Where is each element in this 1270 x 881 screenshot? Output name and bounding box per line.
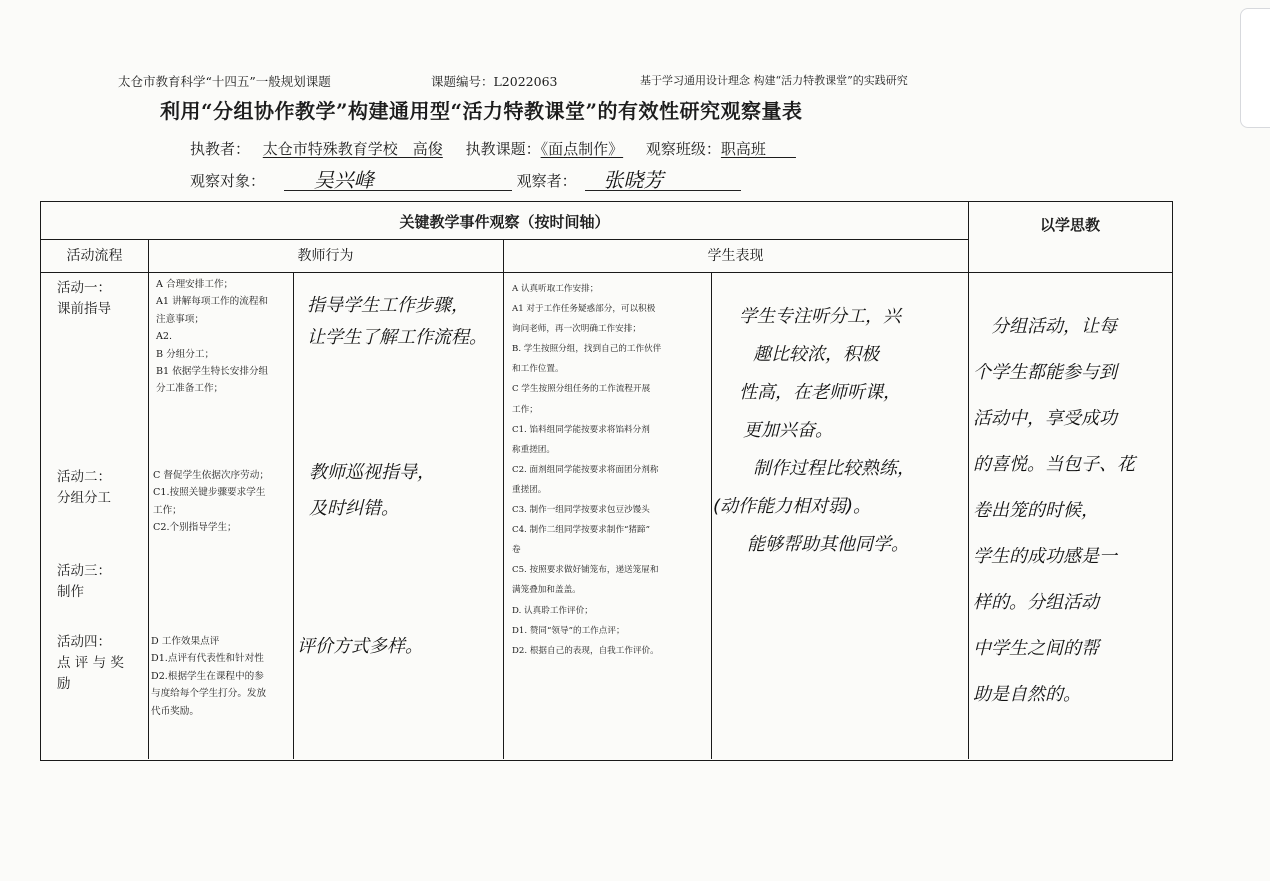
divider bbox=[711, 272, 712, 759]
activity-name: 制作 bbox=[57, 584, 84, 600]
text-line: 代币奖励。 bbox=[151, 705, 199, 717]
observer-field bbox=[585, 170, 741, 191]
handwritten-line: 活动中，享受成功 bbox=[973, 408, 1117, 429]
text-line: B. 学生按照分组，找到自己的工作伙伴 bbox=[512, 344, 662, 355]
text-line: D1.点评有代表性和针对性 bbox=[151, 653, 264, 665]
activity-1 bbox=[57, 278, 111, 320]
handwritten-line: (动作能力相对弱)。 bbox=[713, 496, 872, 517]
handwritten-line: 个学生都能参与到 bbox=[973, 362, 1117, 383]
student-plan bbox=[512, 279, 661, 661]
text-line: 询问老师，再一次明确工作安排； bbox=[512, 324, 641, 335]
divider bbox=[41, 272, 1172, 273]
meta-row-1 bbox=[190, 138, 796, 159]
side-panel-handle[interactable] bbox=[1240, 8, 1270, 128]
text-line: A1 对于工作任务疑惑部分，可以积极 bbox=[512, 304, 656, 315]
activity-4 bbox=[57, 632, 124, 695]
handwritten-line: 中学生之间的帮 bbox=[973, 638, 1099, 659]
text-line: D1. 赞同“领导”的工作点评； bbox=[512, 625, 625, 636]
meta-row-2 bbox=[190, 170, 741, 191]
activity-title: 活动三： bbox=[57, 563, 111, 579]
header-project: 太仓市教育科学“十四五”一般规划课题 bbox=[118, 74, 331, 89]
col-teacher-header: 教师行为 bbox=[297, 248, 354, 264]
text-line: C3. 制作一组同学按要求包豆沙馒头 bbox=[512, 505, 650, 516]
activity-2 bbox=[57, 467, 111, 509]
reflection-notes bbox=[973, 304, 1135, 718]
topic-value: 《面点制作》 bbox=[540, 140, 624, 158]
reflect-header: 以学思教 bbox=[1039, 216, 1100, 234]
text-line: A1 讲解每项工作的流程和 bbox=[156, 296, 269, 308]
text-line: C1.按照关键步骤要求学生 bbox=[153, 487, 266, 499]
text-line: 与度给每个学生打分。发放 bbox=[151, 688, 267, 700]
divider bbox=[968, 202, 969, 759]
activity-title: 活动一： bbox=[57, 280, 111, 296]
text-line: 工作； bbox=[153, 504, 182, 516]
text-line: C 督促学生依据次序劳动； bbox=[153, 470, 269, 481]
student-observation bbox=[713, 298, 915, 564]
handwritten-line: 样的。分组活动 bbox=[973, 592, 1099, 613]
text-line: B1 依据学生特长安排分组 bbox=[156, 366, 269, 378]
executor-value: 太仓市特殊教育学校 高俊 bbox=[262, 140, 443, 158]
divider bbox=[293, 272, 294, 759]
text-line: B 分组分工； bbox=[156, 348, 215, 360]
activity-name: 分组分工 bbox=[57, 490, 111, 506]
teacher-observation-3 bbox=[297, 628, 423, 665]
page-title: 利用“分组协作教学”构建通用型“活力特教课堂”的有效性研究观察量表 bbox=[160, 99, 803, 123]
handwritten-line: 让学生了解工作流程。 bbox=[307, 327, 487, 348]
text-line: D. 认真聆工作评价； bbox=[512, 605, 593, 616]
teacher-plan-1 bbox=[156, 276, 268, 398]
handwritten-line: 及时纠错。 bbox=[309, 498, 399, 519]
teacher-plan-3 bbox=[151, 633, 266, 720]
col-student-header: 学生表现 bbox=[707, 248, 764, 264]
handwritten-line: 学生的成功感是一 bbox=[973, 546, 1117, 567]
text-line: D 工作效果点评 bbox=[151, 636, 220, 647]
handwritten-line: 助是自然的。 bbox=[973, 684, 1081, 705]
text-line: C 学生按照分组任务的工作流程开展 bbox=[512, 384, 651, 395]
handwritten-line: 评价方式多样。 bbox=[297, 636, 423, 657]
teacher-observation-2 bbox=[309, 455, 435, 527]
col-flow-header: 活动流程 bbox=[66, 248, 123, 264]
handwritten-line: 卷出笼的时候， bbox=[973, 500, 1099, 521]
handwritten-line: 的喜悦。当包子、花 bbox=[973, 454, 1135, 475]
activity-title: 活动四： bbox=[57, 634, 111, 650]
text-line: A 合理安排工作； bbox=[156, 279, 234, 290]
observation-table bbox=[40, 201, 1173, 761]
text-line: C2.个别指导学生； bbox=[153, 522, 237, 534]
observer-value: 张晓芳 bbox=[603, 168, 664, 192]
handwritten-line: 指导学生工作步骤， bbox=[307, 295, 469, 316]
activity-3 bbox=[57, 561, 111, 603]
target-value: 吴兴峰 bbox=[313, 168, 374, 192]
target-field bbox=[284, 170, 512, 191]
class-label: 观察班级： bbox=[645, 140, 721, 158]
header-code: 课题编号：L2022063 bbox=[431, 74, 558, 89]
text-line: A2. bbox=[156, 331, 173, 343]
text-line: D2.根据学生在课程中的参 bbox=[151, 670, 264, 682]
activity-name: 励 bbox=[57, 676, 71, 692]
divider bbox=[41, 239, 968, 240]
header-research: 基于学习通用设计理念 构建“活力特教课堂”的实践研究 bbox=[640, 74, 908, 87]
topic-label: 执教课题： bbox=[465, 140, 541, 158]
teacher-plan-2 bbox=[153, 467, 269, 537]
handwritten-line: 教师巡视指导， bbox=[309, 462, 435, 483]
handwritten-line: 学生专注听分工，兴 bbox=[739, 306, 901, 327]
handwritten-line: 更加兴奋。 bbox=[743, 420, 833, 441]
target-label: 观察对象： bbox=[190, 172, 266, 190]
divider bbox=[503, 239, 504, 759]
divider bbox=[148, 239, 149, 759]
text-line: 工作； bbox=[512, 404, 538, 415]
text-line: 分工准备工作； bbox=[156, 383, 224, 395]
handwritten-line: 趣比较浓，积极 bbox=[753, 344, 879, 365]
executor-label: 执教者： bbox=[190, 140, 251, 158]
text-line: C1. 馅料组同学能按要求将馅料分剂 bbox=[512, 424, 650, 435]
text-line: 和工作位置。 bbox=[512, 364, 564, 375]
observer-label: 观察者： bbox=[516, 172, 577, 190]
handwritten-line: 能够帮助其他同学。 bbox=[747, 534, 909, 555]
text-line: 注意事项； bbox=[156, 313, 204, 325]
main-header: 关键教学事件观察（按时间轴） bbox=[399, 213, 610, 231]
text-line: 称重搓团。 bbox=[512, 444, 555, 455]
text-line: 满笼叠加和盖盖。 bbox=[512, 585, 581, 596]
teacher-observation-1 bbox=[307, 290, 487, 354]
handwritten-line: 性高，在老师听课， bbox=[739, 382, 901, 403]
text-line: C4. 制作二组同学按要求制作“猪蹄” bbox=[512, 525, 651, 536]
text-line: 重搓团。 bbox=[512, 484, 547, 495]
document-header bbox=[118, 72, 1018, 90]
text-line: A 认真听取工作安排； bbox=[512, 284, 599, 294]
activity-name: 点 评 与 奖 bbox=[57, 655, 124, 671]
activity-name: 课前指导 bbox=[57, 301, 111, 317]
text-line: C2. 面剂组同学能按要求将面团分剂称 bbox=[512, 464, 659, 475]
text-line: C5. 按照要求做好铺笼布，递送笼屉和 bbox=[512, 565, 659, 576]
handwritten-line: 制作过程比较熟练， bbox=[753, 458, 915, 479]
class-value: 职高班 bbox=[720, 140, 766, 158]
handwritten-line: 分组活动，让每 bbox=[991, 316, 1117, 337]
text-line: D2. 根据自己的表现，自我工作评价。 bbox=[512, 645, 659, 656]
activity-title: 活动二： bbox=[57, 469, 111, 485]
text-line: 卷 bbox=[512, 545, 521, 556]
